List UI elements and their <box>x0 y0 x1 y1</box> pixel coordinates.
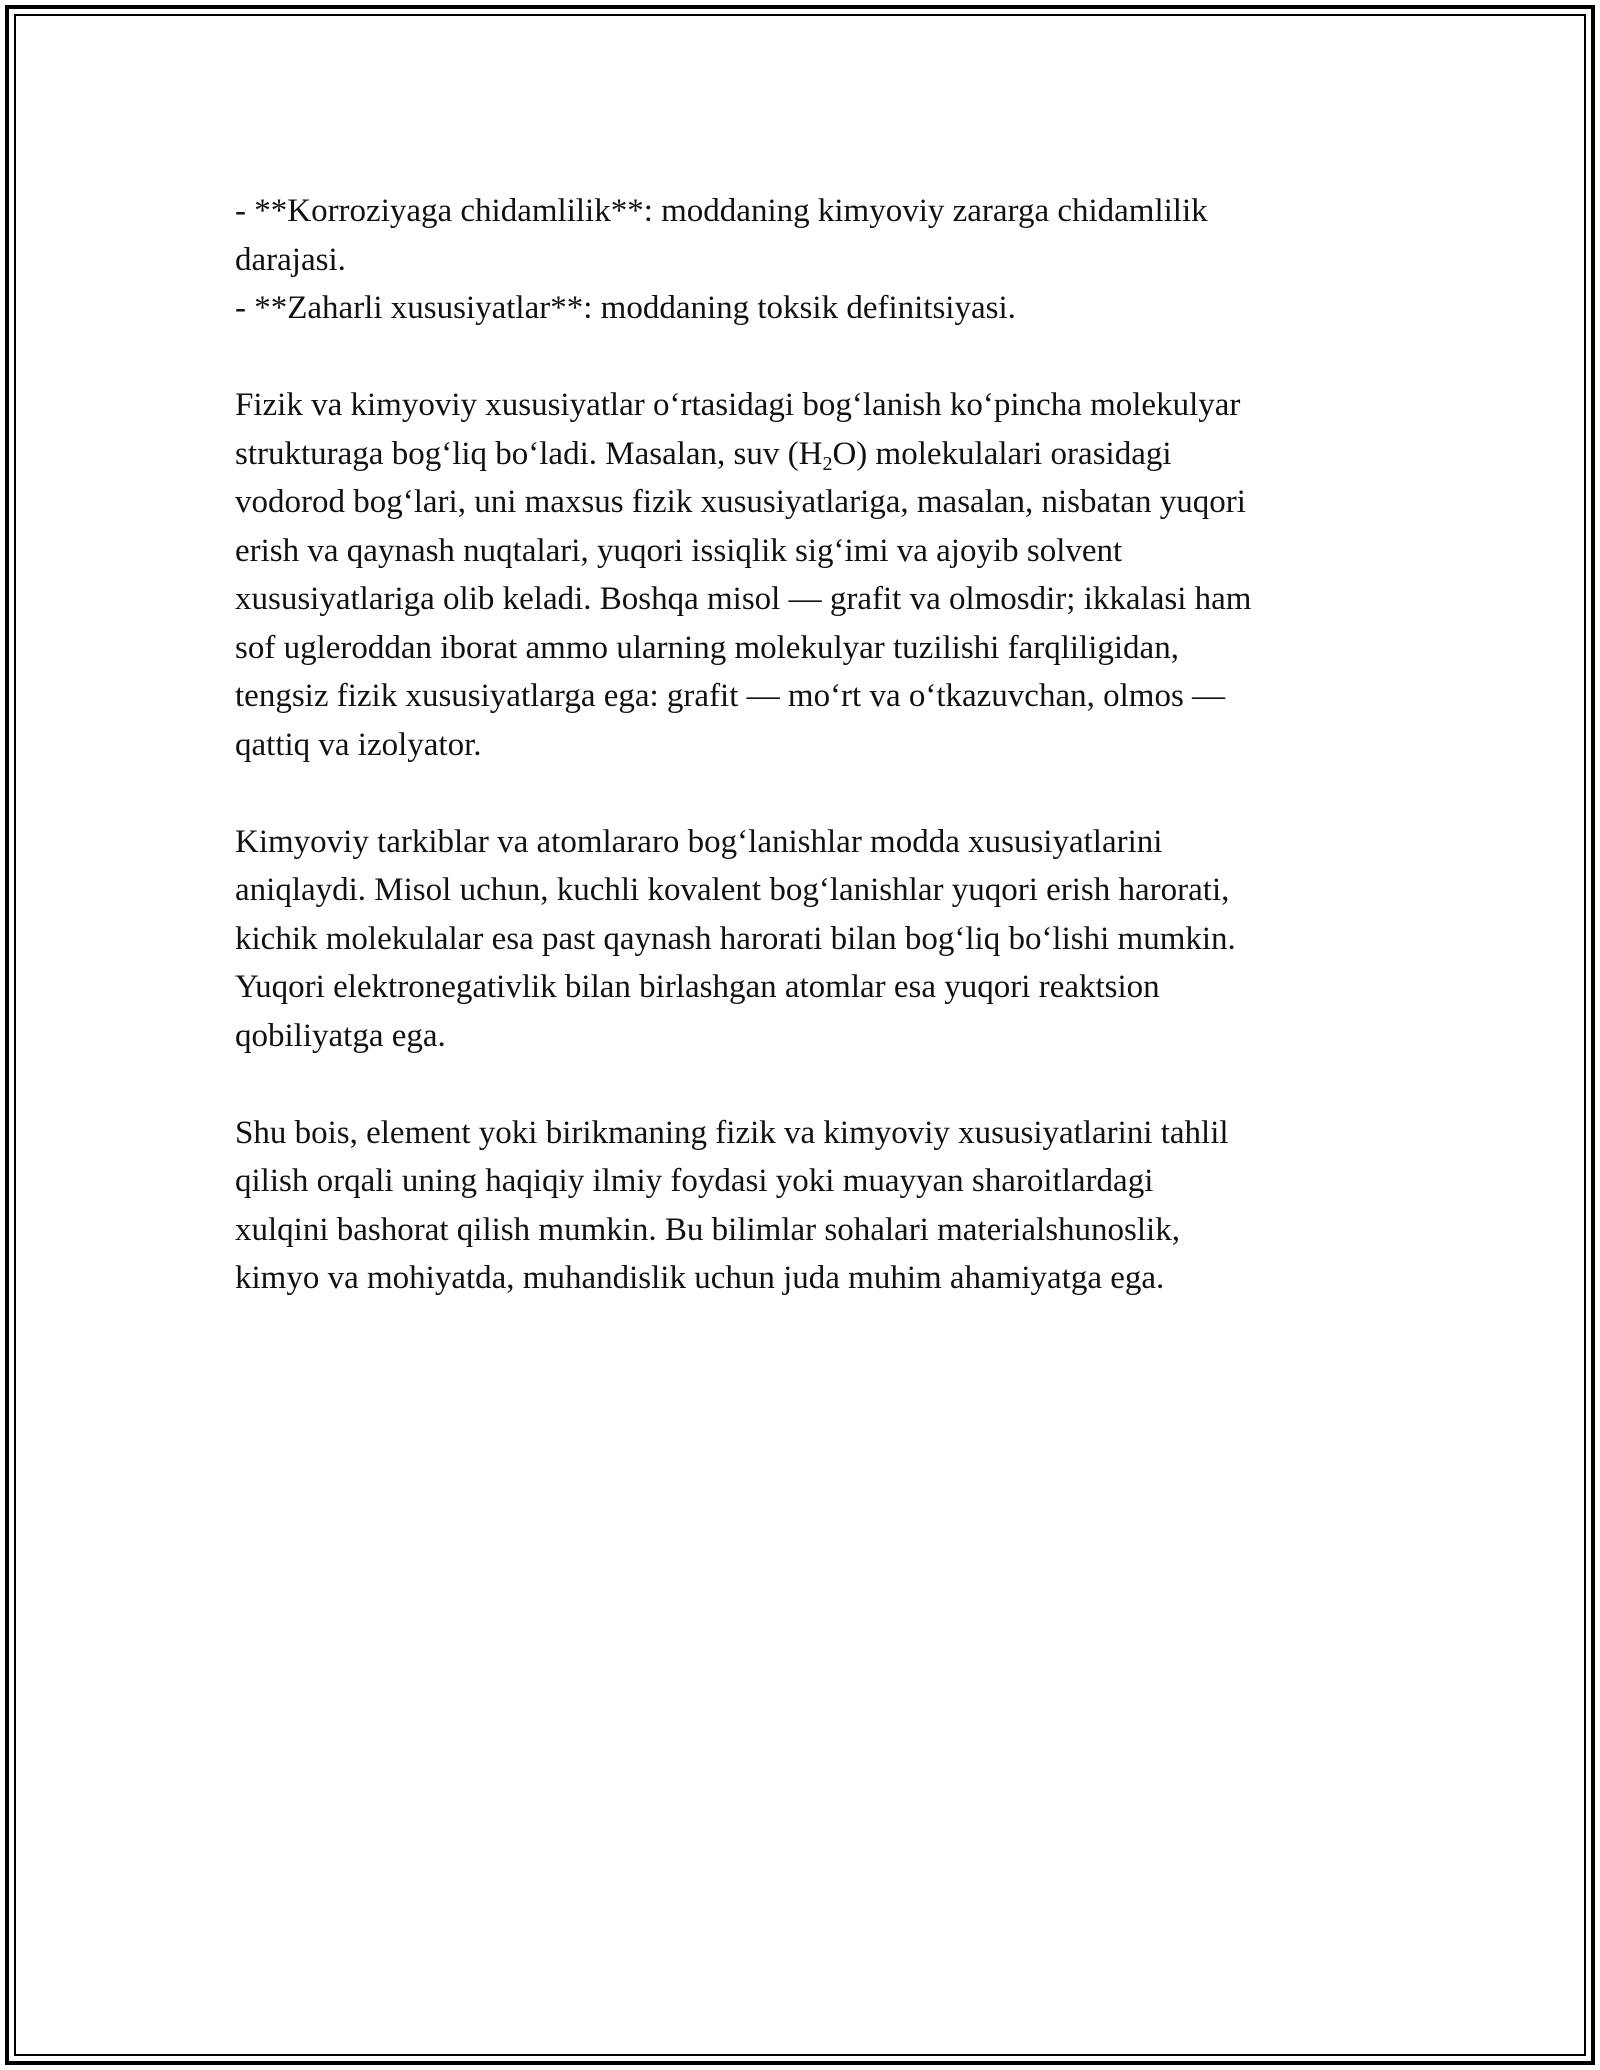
text-line: qobiliyatga ega. <box>235 1017 446 1054</box>
paragraph-chemical-composition <box>235 818 1365 1061</box>
text-segment: O) molekulalari orasidagi <box>832 435 1172 472</box>
text-line: erish va qaynash nuqtalari, yuqori issiqlik sig‘imi va ajoyib solvent <box>235 532 1123 569</box>
text-line: xususiyatlariga olib keladi. Boshqa misol — grafit va olmosdir; ikkalasi ham <box>235 581 1252 617</box>
paragraph-gap <box>235 1060 1365 1109</box>
paragraph-conclusion <box>235 1109 1365 1303</box>
paragraph-gap <box>235 769 1365 818</box>
bullet-toxic-properties <box>235 284 1365 333</box>
text-line: darajasi. <box>235 241 346 278</box>
document-body <box>235 187 1365 1303</box>
text-line: vodorod bog‘lari, uni maxsus fizik xususiyatlariga, masalan, nisbatan yuqori <box>235 484 1246 520</box>
text-line: qattiq va izolyator. <box>235 726 482 763</box>
subscript: 2 <box>822 452 833 475</box>
text-line: kichik molekulalar esa past qaynash harorati bilan bog‘liq bo‘lishi mumkin. <box>235 920 1236 957</box>
text-line-with-formula <box>235 430 1365 479</box>
text-line: - **Korroziyaga chidamlilik**: moddaning kimyoviy zararga chidamlilik <box>235 193 1208 229</box>
text-line: Yuqori elektronegativlik bilan birlashgan atomlar esa yuqori reaktsion <box>235 969 1160 1005</box>
text-line: qilish orqali uning haqiqiy ilmiy foydasi yoki muayyan sharoitlardagi <box>235 1163 1154 1199</box>
text-line: aniqlaydi. Misol uchun, kuchli kovalent bog‘lanishlar yuqori erish harorati, <box>235 872 1230 908</box>
text-line: tengsiz fizik xususiyatlarga ega: grafit — mo‘rt va o‘tkazuvchan, olmos — <box>235 678 1226 714</box>
text-line: xulqini bashorat qilish mumkin. Bu bilimlar sohalari materialshunoslik, <box>235 1211 1180 1248</box>
text-line: Kimyoviy tarkiblar va atomlararo bog‘lanishlar modda xususiyatlarini <box>235 823 1163 860</box>
paragraph-gap <box>235 333 1365 382</box>
text-line: sof ugleroddan iborat ammo ularning molekulyar tuzilishi farqliligidan, <box>235 629 1179 666</box>
paragraph-structure-properties <box>235 381 1365 769</box>
text-line: Shu bois, element yoki birikmaning fizik va kimyoviy xususiyatlarini tahlil <box>235 1114 1229 1151</box>
bullet-corrosion-resistance <box>235 187 1365 284</box>
text-segment: strukturaga bog‘liq bo‘ladi. Masalan, suv (H <box>235 435 823 472</box>
text-line: Fizik va kimyoviy xususiyatlar o‘rtasidagi bog‘lanish ko‘pincha molekulyar <box>235 387 1241 423</box>
text-line: - **Zaharli xususiyatlar**: moddaning toksik definitsiyasi. <box>235 290 1016 326</box>
text-line: kimyo va mohiyatda, muhandislik uchun juda muhim ahamiyatga ega. <box>235 1260 1165 1296</box>
